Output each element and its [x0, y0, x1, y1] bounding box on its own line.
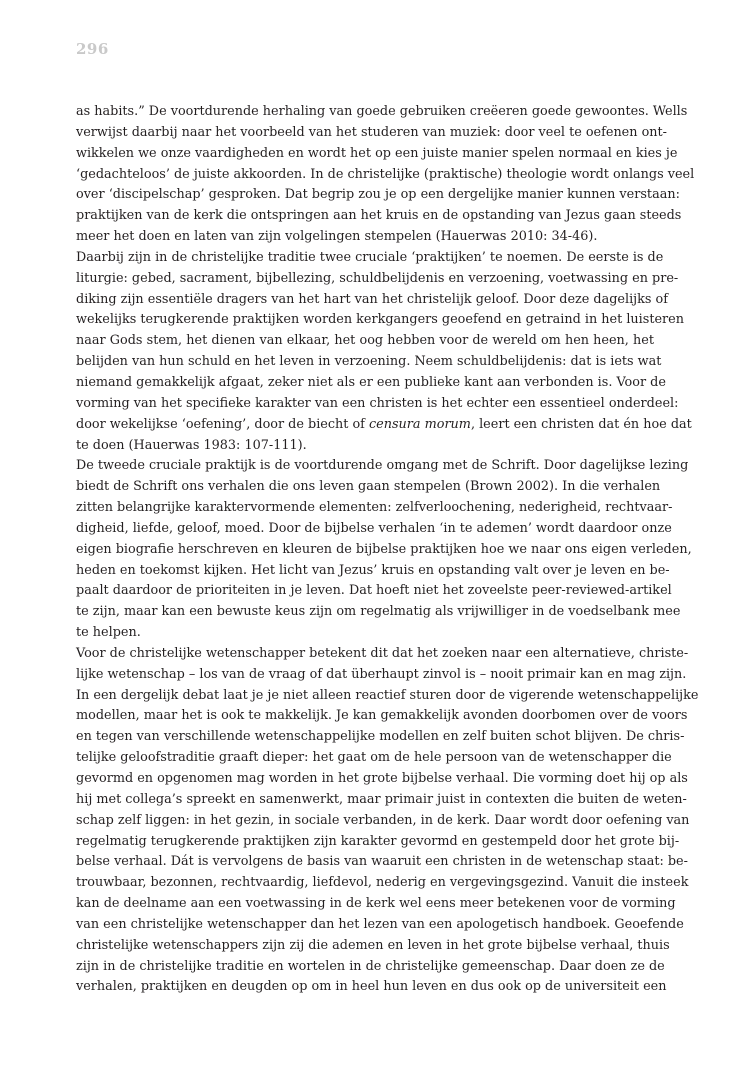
text-line: liturgie: gebed, sacrament, bijbellezing, schuldbelijdenis en verzoening, voetwassing en pre-: [76, 270, 679, 286]
text-line: te doen (Hauerwas 1983: 107-111).: [76, 437, 307, 453]
text-fragment: door wekelijkse ‘oefening’, door de biecht of: [76, 416, 369, 432]
text-line: gevormd en opgenomen mag worden in het grote bijbelse verhaal. Die vorming doet hij op als: [76, 771, 688, 786]
text-line: trouwbaar, bezonnen, rechtvaardig, liefdevol, nederig en vergevingsgezind. Vanuit die insteek: [76, 875, 689, 891]
body-text: [76, 102, 699, 998]
text-line: as habits.” De voortdurende herhaling van goede gebruiken creëeren goede gewoontes. Wells: [76, 104, 688, 119]
text-line: ‘gedachteloos’ de juiste akkoorden. In de christelijke (praktische) theologie wordt onlangs veel: [76, 166, 695, 182]
text-line: heden en toekomst kijken. Het licht van Jezus’ kruis en opstanding valt over je leven en be-: [76, 562, 670, 578]
text-line: te zijn, maar kan een bewuste keus zijn om regelmatig als vrijwilliger in de voedselbank mee: [76, 604, 681, 620]
paragraph: [76, 456, 692, 644]
paragraph: [76, 248, 692, 456]
text-line: telijke geloofstraditie graaft dieper: het gaat om de hele persoon van de wetenschapper die: [76, 750, 672, 766]
text-line: meer het doen en laten van zijn volgelingen stempelen (Hauerwas 2010: 34-46).: [76, 229, 598, 245]
page-number: 296: [76, 40, 109, 58]
text-line: hij met collega’s spreekt en samenwerkt, maar primair juist in contexten die buiten de weten-: [76, 791, 687, 807]
text-line: zitten belangrijke karaktervormende elementen: zelfverloochening, nederigheid, rechtvaar-: [76, 500, 673, 516]
text-line: De tweede cruciale praktijk is de voortdurende omgang met de Schrift. Door dagelijkse lezing: [76, 458, 689, 474]
text-line: verwijst daarbij naar het voorbeeld van het studeren van muziek: door veel te oefenen ont-: [76, 124, 667, 140]
text-line: diking zijn essentiële dragers van het hart van het christelijk geloof. Door deze dagelijks of: [76, 291, 668, 307]
text-line: wikkelen we onze vaardigheden en wordt het op een juiste manier spelen normaal en kies je: [76, 145, 678, 161]
text-line: Daarbij zijn in de christelijke traditie twee cruciale ‘praktijken’ te noemen. De eerste is de: [76, 249, 664, 265]
text-line: modellen, maar het is ook te makkelijk. Je kan gemakkelijk avonden doorbomen over de voors: [76, 708, 688, 724]
text-line: wekelijks terugkerende praktijken worden kerkgangers geoefend en getraind in het luisteren: [76, 312, 684, 328]
text-line: paalt daardoor de prioriteiten in je leven. Dat hoeft niet het zoveelste peer-reviewed-artikel: [76, 583, 672, 599]
text-line: vorming van het specifieke karakter van een christen is het echter een essentieel onderdeel:: [76, 395, 679, 411]
text-line: niemand gemakkelijk afgaat, zeker niet als er een publieke kant aan verbonden is. Voor de: [76, 374, 666, 390]
italic-term: censura morum: [369, 416, 471, 432]
text-line: verhalen, praktijken en deugden op om in heel hun leven en dus ook op de universiteit een: [76, 979, 667, 995]
text-line: praktijken van de kerk die ontspringen aan het kruis en de opstanding van Jezus gaan steeds: [76, 208, 682, 224]
text-line: zijn in de christelijke traditie en wortelen in de christelijke gemeenschap. Daar doen ze de: [76, 958, 665, 974]
text-line: eigen biografie herschreven en kleuren de bijbelse praktijken hoe we naar ons eigen verleden,: [76, 541, 692, 557]
text-line: Voor de christelijke wetenschapper betekent dit dat het zoeken naar een alternatieve, christe-: [76, 645, 689, 661]
text-line-mixed: [76, 415, 692, 436]
text-line: over ‘discipelschap’ gesproken. Dat begrip zou je op een dergelijke manier kunnen verstaan:: [76, 187, 680, 203]
text-line: biedt de Schrift ons verhalen die ons leven gaan stempelen (Brown 2002). In die verhalen: [76, 479, 661, 495]
text-line: christelijke wetenschappers zijn zij die ademen en leven in het grote bijbelse verhaal, thuis: [76, 937, 670, 953]
text-line: digheid, liefde, geloof, moed. Door de bijbelse verhalen ‘in te ademen’ wordt daardoor onze: [76, 520, 672, 536]
text-fragment: , leert een christen dat én hoe dat: [470, 416, 692, 432]
text-line: naar Gods stem, het dienen van elkaar, het oog hebben voor de wereld om hen heen, het: [76, 333, 654, 349]
paragraph: [76, 102, 695, 248]
text-line: van een christelijke wetenschapper dan het lezen van een apologetisch handboek. Geoefende: [76, 916, 684, 932]
text-line: regelmatig terugkerende praktijken zijn karakter gevormd en gestempeld door het grote bij-: [76, 833, 680, 849]
text-line: en tegen van verschillende wetenschappelijke modellen en zelf buiten schot blijven. De chris-: [76, 729, 685, 745]
text-line: belse verhaal. Dát is vervolgens de basis van waaruit een christen in de wetenschap staat: be-: [76, 854, 688, 870]
text-line: te helpen.: [76, 625, 141, 641]
text-line: kan de deelname aan een voetwassing in de kerk wel eens meer betekenen voor de vorming: [76, 896, 676, 912]
text-line: lijke wetenschap – los van de vraag of dat überhaupt zinvol is – nooit primair kan en mag zijn.: [76, 666, 687, 682]
text-line: In een dergelijk debat laat je je niet alleen reactief sturen door de vigerende wetenschappelijke: [76, 687, 699, 703]
text-line: belijden van hun schuld en het leven in verzoening. Neem schuldbelijdenis: dat is iets wat: [76, 354, 662, 370]
paragraph: [76, 644, 699, 998]
text-line: schap zelf liggen: in het gezin, in sociale verbanden, in de kerk. Daar wordt door oefening van: [76, 812, 690, 828]
